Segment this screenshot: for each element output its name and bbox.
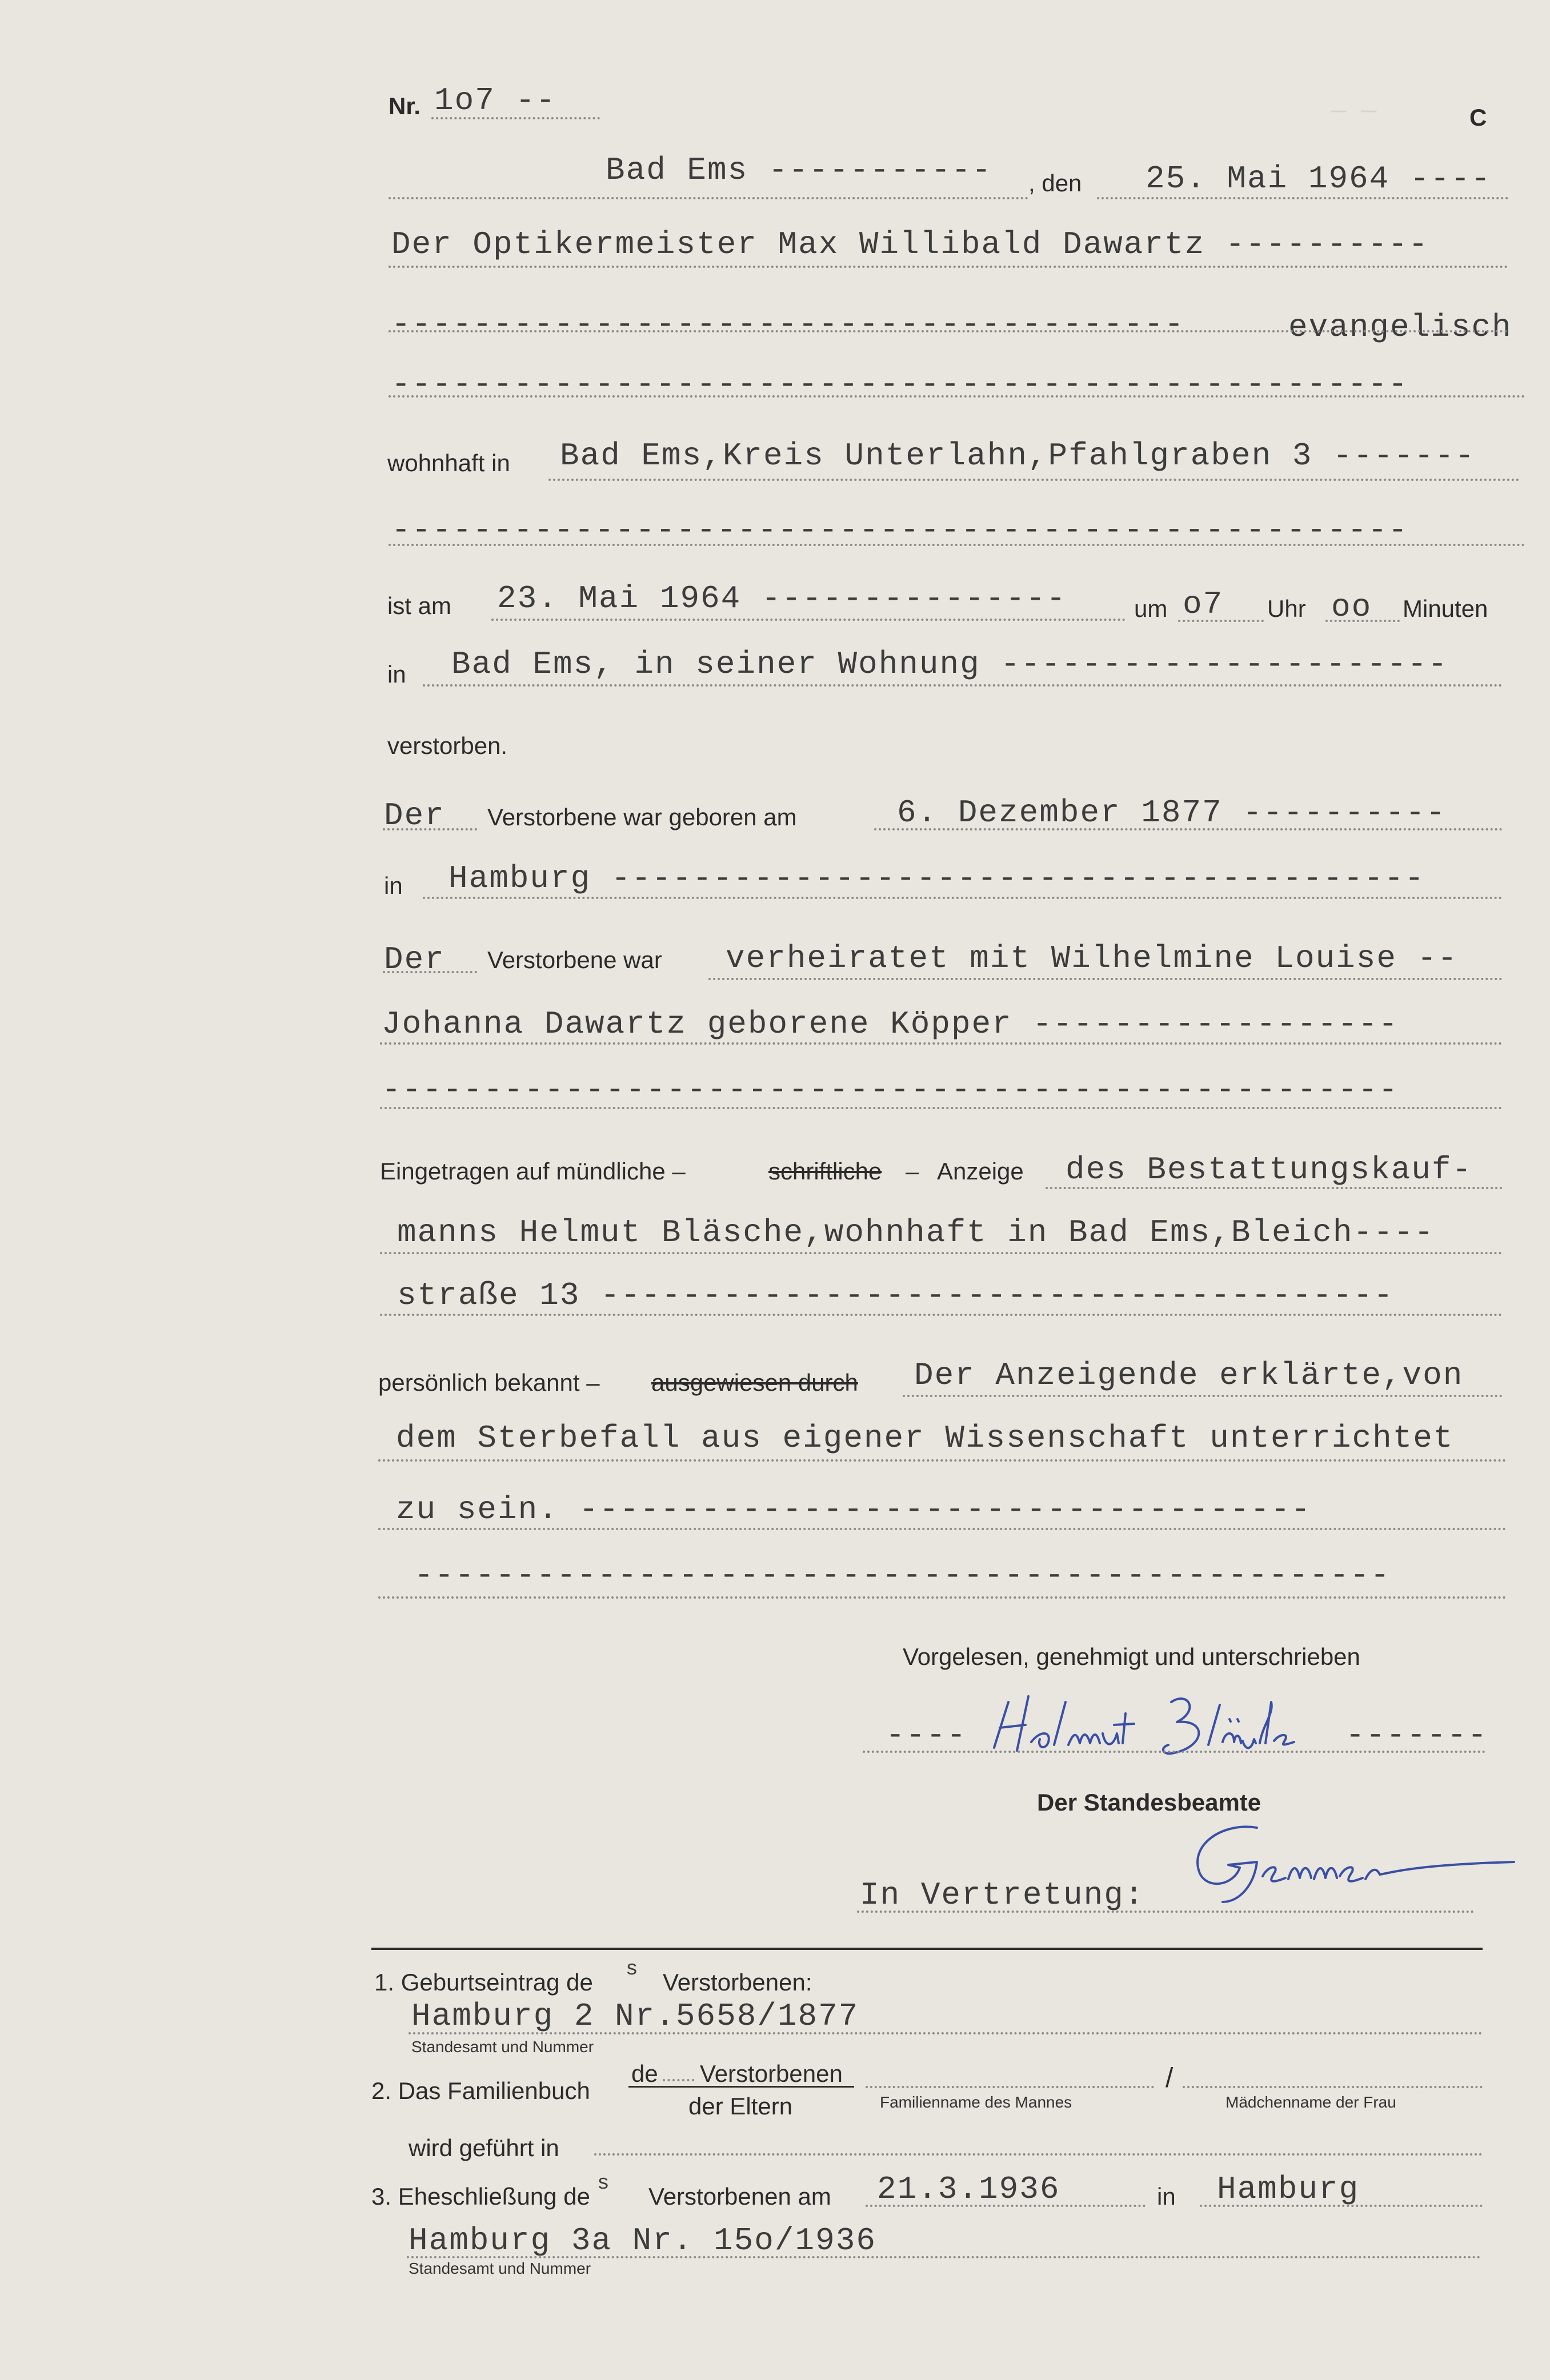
marriage-entry-caption: Standesamt und Nummer: [408, 2259, 591, 2277]
death-hour: o7: [1183, 586, 1224, 623]
informant-line-2: manns Helmut Bläsche,wohnhaft in Bad Ems,Bleich----: [397, 1214, 1435, 1251]
marriage-rest: Verstorbenen am: [648, 2183, 831, 2210]
report-prefix: Eingetragen auf mündliche –: [380, 1158, 686, 1185]
person-filler-2: --------------------------------------------------: [391, 366, 1409, 403]
nr-value: 1o7 --: [434, 82, 556, 119]
family-book-de-dots: [663, 2079, 694, 2081]
date-dotted-line: [1097, 197, 1508, 199]
signature-dash-right: -------: [1345, 1717, 1488, 1753]
birth-date-dotted-line: [874, 828, 1503, 830]
family-book-fraction-line: [628, 2086, 854, 2088]
residence-filler: --------------------------------------------------: [391, 512, 1409, 548]
identity-prefix: persönlich bekannt –: [378, 1369, 600, 1396]
kept-in-label: wird geführt in: [408, 2134, 559, 2161]
person-filler: ---------------------------------------: [391, 306, 1185, 343]
family-book-deceased: Verstorbenen: [700, 2060, 843, 2087]
informant-line-3: straße 13 ---------------------------------------: [397, 1277, 1394, 1314]
birth-in-label: in: [384, 872, 403, 899]
husband-name-dotted-line: [866, 2086, 1154, 2088]
bleedthrough-text: — —: [1331, 97, 1377, 126]
family-book-parents: der Eltern: [688, 2093, 793, 2120]
statement-dotted-line-2: [378, 1459, 1507, 1462]
registrar-title: Der Standesbeamte: [1037, 1789, 1261, 1816]
marriage-entry-dotted-line: [407, 2256, 1481, 2258]
uhr-label: Uhr: [1267, 595, 1306, 622]
marriage-place: Hamburg: [1217, 2171, 1360, 2208]
identity-struck: ausgewiesen durch: [651, 1369, 858, 1396]
wife-name-caption: Mädchenname der Frau: [1225, 2093, 1396, 2111]
birth-place-dotted-line: [423, 897, 1503, 899]
marital-label: Verstorbene war: [487, 946, 662, 973]
ist-am-label: ist am: [387, 592, 452, 619]
footer-rule: [371, 1948, 1483, 1950]
birth-der-dotted-line: [383, 828, 477, 830]
death-in-label: in: [387, 661, 406, 688]
birth-date: 6. Dezember 1877 ----------: [897, 794, 1447, 831]
religion-dotted-line: [388, 330, 1508, 332]
spouse-name: Johanna Dawartz geborene Köpper ------------------: [382, 1006, 1399, 1042]
registrar-signature: [1171, 1811, 1525, 1919]
informant-signature: [983, 1679, 1348, 1771]
birth-entry-s: s: [626, 1957, 639, 1981]
hour-dotted-line: [1178, 620, 1264, 622]
corner-letter: C: [1469, 104, 1487, 131]
den-label: , den: [1028, 170, 1082, 196]
statement-dotted-line-3: [378, 1528, 1507, 1530]
marriage-place-dotted-line: [1200, 2205, 1483, 2207]
place-dotted-line: [388, 197, 1028, 199]
death-date: 23. Mai 1964 ---------------: [497, 580, 1067, 617]
nr-dotted-line: [431, 117, 600, 119]
death-place: Bad Ems, in seiner Wohnung ----------------------: [451, 646, 1448, 683]
statement-line-3: zu sein. ------------------------------------: [396, 1491, 1312, 1528]
residence-address: Bad Ems,Kreis Unterlahn,Pfahlgraben 3 -------: [560, 438, 1476, 474]
marital-der-dotted-line: [383, 971, 477, 973]
marriage-label: 3. Eheschließung de: [371, 2183, 590, 2210]
marital-status: verheiratet mit Wilhelmine Louise --: [726, 940, 1458, 977]
informant-dotted-line-3: [380, 1314, 1503, 1316]
family-book-label: 2. Das Familienbuch: [371, 2077, 590, 2104]
statement-dotted-line-1: [903, 1395, 1503, 1397]
marital-dotted-line: [708, 978, 1503, 980]
marital-dotted-line-2: [380, 1107, 1503, 1109]
kept-in-dotted-line: [594, 2153, 1483, 2156]
statement-line-2: dem Sterbefall aus eigener Wissenschaft unterrichtet: [396, 1420, 1454, 1456]
spouse-dotted-line: [380, 1042, 1503, 1045]
husband-name-caption: Familienname des Mannes: [880, 2093, 1072, 2111]
informant-dotted-line-2: [380, 1252, 1503, 1254]
residence-label: wohnhaft in: [387, 449, 510, 476]
birth-entry-label: 1. Geburtseintrag de: [374, 1969, 593, 1996]
marriage-date: 21.3.1936: [877, 2171, 1060, 2208]
marriage-in-label: in: [1157, 2183, 1176, 2210]
um-label: um: [1134, 595, 1168, 622]
report-struck-written: schriftliche: [768, 1158, 882, 1185]
marital-filler: --------------------------------------------------: [382, 1071, 1399, 1108]
birth-entry-caption: Standesamt und Nummer: [411, 2038, 594, 2056]
deputy-dotted-line: [857, 1911, 1474, 1913]
birth-place: Hamburg ----------------------------------------: [448, 860, 1425, 897]
statement-dotted-line-4: [378, 1596, 1507, 1599]
residence-dotted-line: [548, 479, 1520, 481]
residence-dotted-line-2: [388, 544, 1525, 546]
signature-dash-left: ----: [886, 1717, 967, 1753]
statement-line-1: Der Anzeigende erklärte,von: [914, 1357, 1464, 1394]
deceased-name: Der Optikermeister Max Willibald Dawartz ----------: [391, 226, 1429, 263]
family-book-slash: /: [1165, 2063, 1173, 2093]
marriage-date-dotted-line: [866, 2205, 1146, 2207]
registry-date: 25. Mai 1964 ----: [1146, 160, 1492, 197]
birth-entry-dotted-line: [408, 2032, 1483, 2034]
birth-entry-value: Hamburg 2 Nr.5658/1877: [411, 1998, 859, 2034]
person-dotted-line: [388, 395, 1525, 398]
informant-line-1: des Bestattungskauf-: [1066, 1151, 1473, 1188]
birth-entry-rest: Verstorbenen:: [663, 1969, 812, 1996]
wife-name-dotted-line: [1183, 2086, 1483, 2088]
death-minute: oo: [1331, 589, 1372, 625]
name-dotted-line: [388, 266, 1508, 268]
birth-label: Verstorbene war geboren am: [487, 804, 797, 830]
death-date-dotted-line: [491, 619, 1126, 621]
informant-dotted-line-1: [1046, 1187, 1503, 1189]
minute-dotted-line: [1325, 620, 1400, 622]
death-place-dotted-line: [423, 684, 1503, 687]
registry-place: Bad Ems -----------: [606, 152, 992, 188]
marital-der: Der: [384, 941, 445, 978]
birth-der: Der: [384, 797, 445, 834]
religion: evangelisch: [1288, 309, 1512, 346]
deputy-label: In Vertretung:: [860, 1877, 1145, 1913]
read-approved-text: Vorgelesen, genehmigt und unterschrieben: [903, 1643, 1360, 1670]
verstorben-label: verstorben.: [387, 732, 508, 759]
anzeige-label: Anzeige: [937, 1158, 1024, 1185]
report-dash: –: [906, 1158, 919, 1185]
statement-line-4: ------------------------------------------------: [414, 1557, 1391, 1594]
marriage-s: s: [597, 2172, 611, 2195]
family-book-de: de: [631, 2060, 658, 2087]
minuten-label: Minuten: [1403, 595, 1488, 622]
nr-label: Nr.: [388, 93, 421, 119]
informant-signature-dotted-line: [863, 1751, 1485, 1753]
marriage-entry-value: Hamburg 3a Nr. 15o/1936: [408, 2222, 876, 2259]
